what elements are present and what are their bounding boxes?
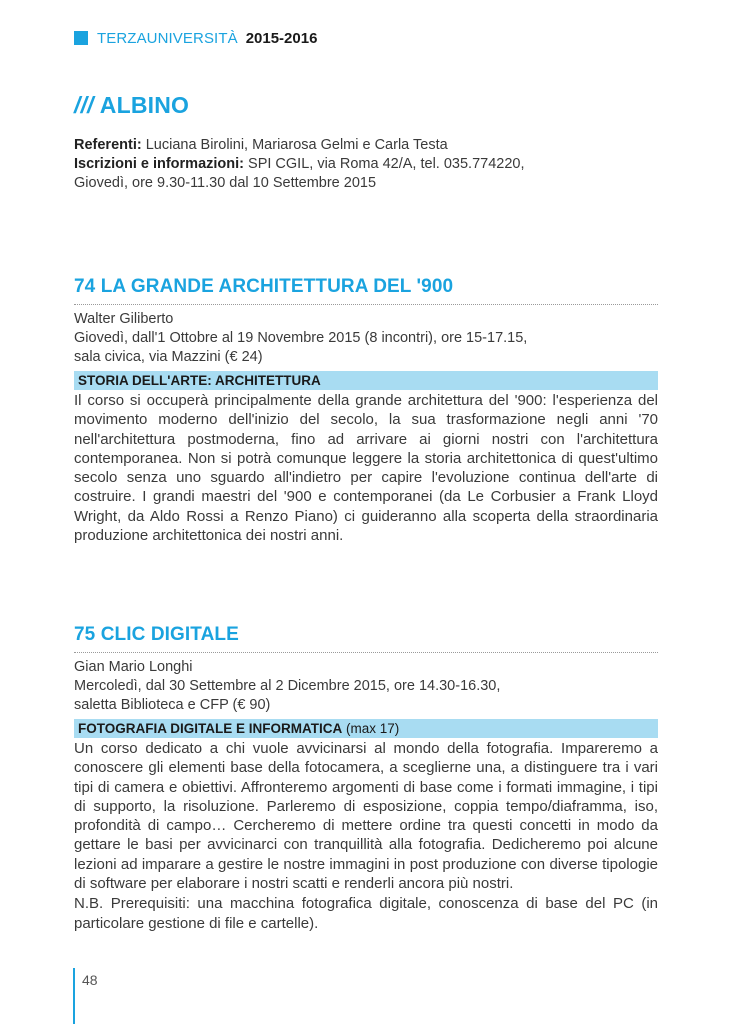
category-bar — [74, 719, 658, 738]
town-title — [74, 92, 189, 119]
course-teacher: Walter Giliberto — [74, 311, 174, 327]
blue-square-icon — [74, 31, 88, 45]
course-teacher: Gian Mario Longhi — [74, 659, 193, 675]
referents-value: Luciana Birolini, Mariarosa Gelmi e Carla Testa — [141, 137, 448, 153]
referents-label: Referenti: — [74, 137, 142, 153]
header-years: 2015-2016 — [245, 29, 318, 47]
category-bar — [74, 371, 658, 390]
info-line — [74, 155, 658, 174]
course-when: Mercoledì, dal 30 Settembre al 2 Dicembre 2015, ore 14.30-16.30, — [74, 678, 501, 694]
course-prerequisites-note: N.B. Prerequisiti: una macchina fotografica digitale, conoscenza di base del PC (in particolare gestione di file e cartelle). — [74, 895, 658, 932]
brand-light: UNIVERSITÀ — [146, 29, 238, 47]
town-name: ALBINO — [99, 92, 190, 118]
course-75 — [74, 623, 658, 933]
course-when: Giovedì, dall'1 Ottobre al 19 Novembre 2015 (8 incontri), ore 15-17.15, — [74, 330, 528, 346]
category-note: (max 17) — [342, 721, 400, 736]
page-number: 48 — [82, 972, 98, 988]
dotted-divider — [74, 304, 658, 305]
course-title: 75 CLIC DIGITALE — [74, 624, 239, 645]
course-meta — [74, 658, 658, 715]
schedule-line: Giovedì, ore 9.30-11.30 dal 10 Settembre 2015 — [74, 175, 377, 191]
header-brand — [97, 30, 238, 47]
contact-block — [74, 136, 658, 193]
running-header — [74, 28, 317, 48]
title-slashes: /// — [74, 92, 94, 118]
brand-strong: TERZA — [97, 29, 147, 47]
page-number-rule — [73, 968, 75, 1024]
course-description: Il corso si occuperà principalmente della grande architettura del '900: l'esperienza del movimento moderno dell'inizio del secolo, la sua trasformazione negli anni '70 nell'architettura postmoderna, fino ad arrivare ai giorni nostri con l'architettura contemporanea. Non si potrà comunque leggere la storia architettonica di quest'ultimo secolo senza uno sguardo all'indietro per capire l'evoluzione continua dell'arte di costruire. I grandi maestri del '900 e contemporanei (da Le Corbusier a Frank Lloyd Wright, da Aldo Rossi a Renzo Piano) ci guideranno alla scoperta della straordinaria produzione architettonica dei nostri anni. — [74, 392, 658, 545]
course-title: 74 LA GRANDE ARCHITETTURA DEL '900 — [74, 276, 454, 297]
course-where: sala civica, via Mazzini (€ 24) — [74, 349, 263, 365]
course-description: Un corso dedicato a chi vuole avvicinarsi al mondo della fotografia. Impareremo a conoscere gli elementi base della fotocamera, a sceglierne una, a distinguere tra i vari tipi di camera e obiettivi. Affronteremo argomenti di base come i formati immagine, i tipi di supporto, la risoluzione. Parleremo di esposizione, coppia tempo/diaframma, iso, profondità di campo… Cercheremo di mettere ordine tra questi concetti in modo da gettare le basi per avvicinarci con tranquillità alla fotografia. Dedicheremo poi alcune lezioni ad imparare a gestire le nostre immagini in post produzione con diverse tipologie di software per elaborare i nostri scatti e renderli ancora più nostri. — [74, 740, 658, 893]
referents-line — [74, 136, 658, 155]
course-74 — [74, 275, 658, 545]
info-value: SPI CGIL, via Roma 42/A, tel. 035.774220, — [244, 156, 525, 172]
category-label: STORIA DELL'ARTE: ARCHITETTURA — [78, 373, 321, 388]
info-label: Iscrizioni e informazioni: — [74, 156, 244, 172]
category-label: FOTOGRAFIA DIGITALE E INFORMATICA — [78, 721, 343, 736]
course-where: saletta Biblioteca e CFP (€ 90) — [74, 697, 271, 713]
course-meta — [74, 310, 658, 367]
dotted-divider — [74, 652, 658, 653]
